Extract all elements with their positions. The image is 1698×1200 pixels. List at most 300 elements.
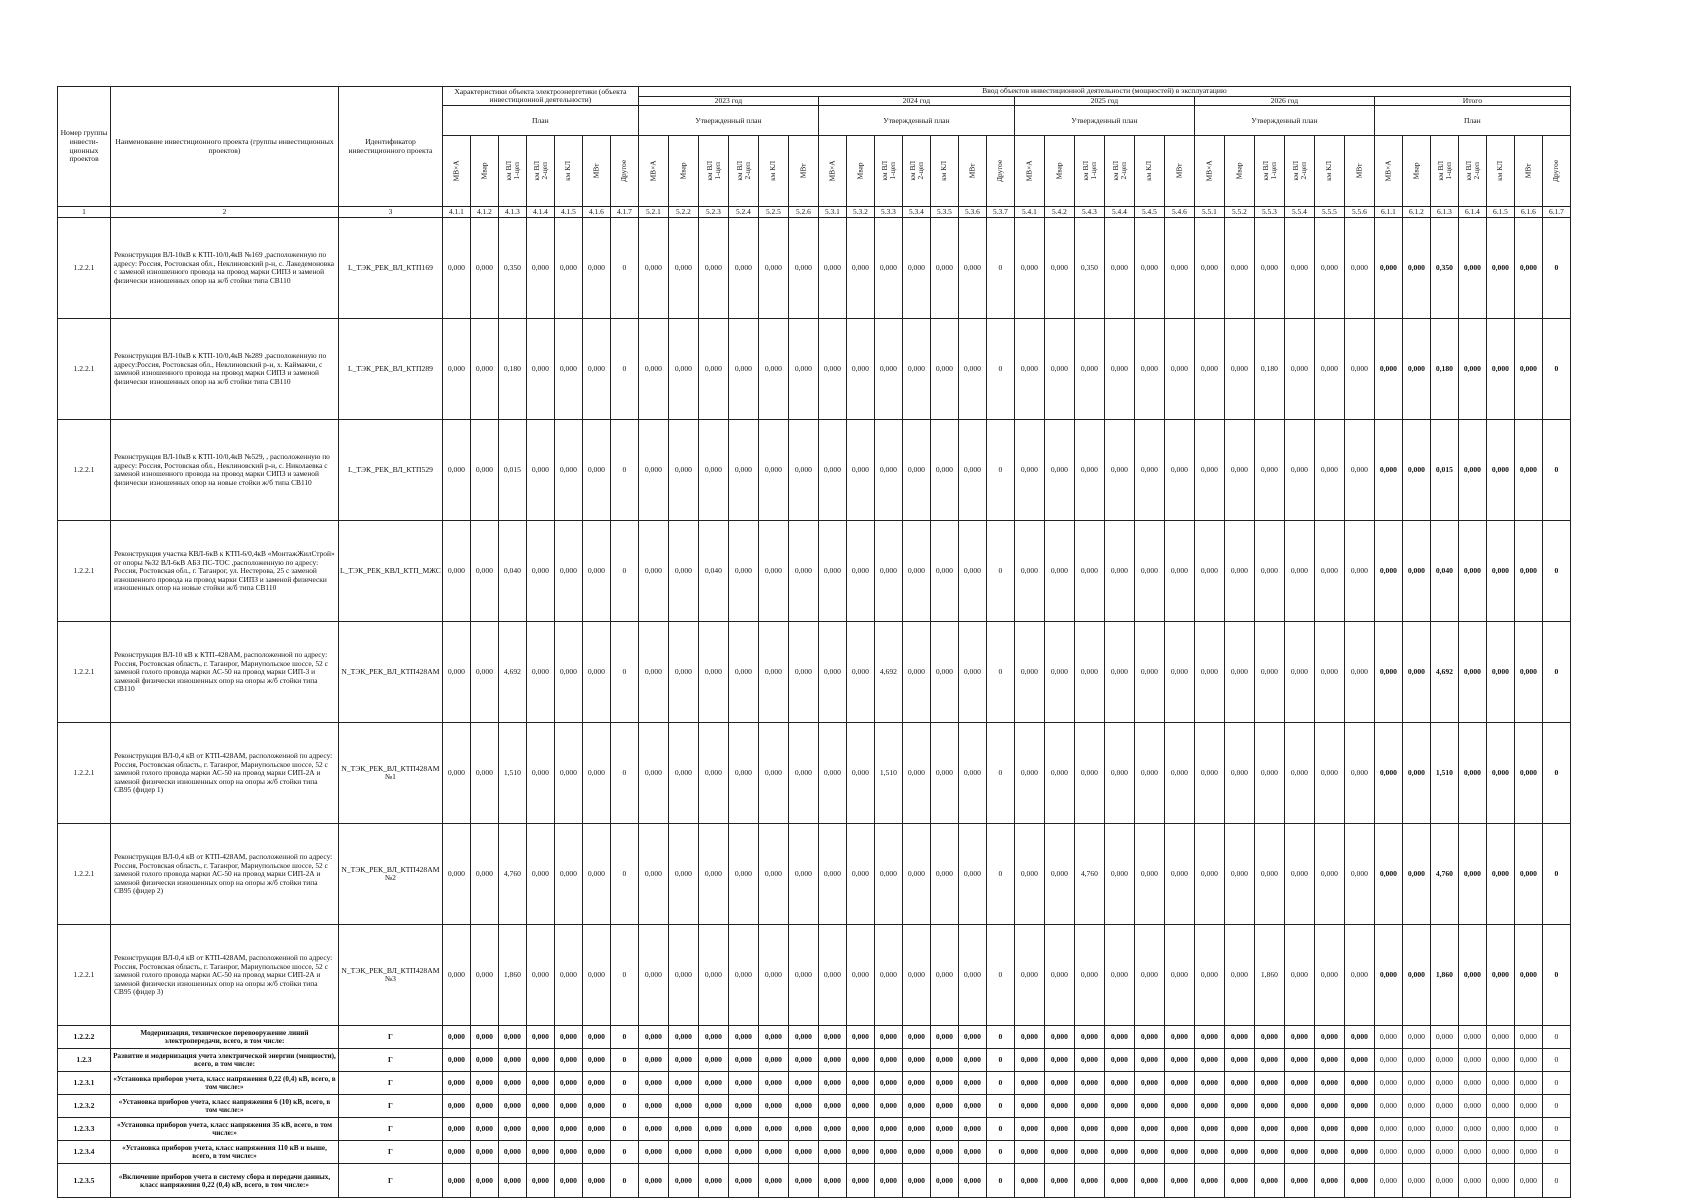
value-cell: 0,000 xyxy=(554,521,582,622)
value-cell: 0,000 xyxy=(758,1164,788,1198)
value-cell: 0,000 xyxy=(1224,1049,1254,1072)
value-cell: 0,000 xyxy=(1014,319,1044,420)
value-cell: 0,000 xyxy=(1044,622,1074,723)
value-cell: 0,000 xyxy=(1194,1164,1224,1198)
value-cell: 0,000 xyxy=(1074,723,1104,824)
value-cell: 0,000 xyxy=(470,824,498,925)
unit-header-plan-3 xyxy=(498,136,526,207)
value-cell: 0,000 xyxy=(1224,723,1254,824)
value-cell: 0,000 xyxy=(818,218,846,319)
value-cell: 0 xyxy=(610,1141,638,1164)
value-cell: 0 xyxy=(1542,1026,1570,1049)
summary-row xyxy=(58,1049,1571,1072)
value-cell: 0,000 xyxy=(1402,1049,1430,1072)
project-name: Реконструкция ВЛ-0,4 кВ от КТП-428АМ, расположенной по адресу: Россия, Ростовская область, г. Таганрог, Мариупольское шоссе, 52 с заменой голого провода марки АС-50 на провод марки СИП-2А и заменой физически изношенных опор на опоры ж/б стойки типа СВ95 (фидер 2) xyxy=(111,824,339,925)
value-cell: 0,000 xyxy=(902,622,930,723)
value-cell: 0,000 xyxy=(1104,1049,1134,1072)
value-cell: 0,000 xyxy=(846,1141,874,1164)
table-row xyxy=(58,218,1571,319)
unit-header-2026-6 xyxy=(1344,136,1374,207)
value-cell: 0,000 xyxy=(668,622,698,723)
value-cell: 0,000 xyxy=(1194,1072,1224,1095)
value-cell: 0,000 xyxy=(442,622,470,723)
value-cell: 0,000 xyxy=(874,1072,902,1095)
table-row xyxy=(58,622,1571,723)
unit-header-2026-1 xyxy=(1194,136,1224,207)
value-cell: 0,000 xyxy=(1014,622,1044,723)
value-cell: 0,000 xyxy=(874,925,902,1026)
value-cell: 0,000 xyxy=(1074,1095,1104,1118)
value-cell: 1,860 xyxy=(1430,925,1458,1026)
value-cell: 0,000 xyxy=(1284,218,1314,319)
value-cell: 1,860 xyxy=(1254,925,1284,1026)
value-cell: 0,000 xyxy=(1014,1118,1044,1141)
value-cell: 0,000 xyxy=(1074,420,1104,521)
value-cell: 0,000 xyxy=(818,521,846,622)
value-cell: 0,000 xyxy=(758,1049,788,1072)
value-cell: 0,000 xyxy=(698,1141,728,1164)
header-approved-2024: Утвержденный план xyxy=(818,106,1014,136)
value-cell: 0,000 xyxy=(788,319,818,420)
value-cell: 0,000 xyxy=(554,1072,582,1095)
project-name: Реконструкция ВЛ-10 кВ к КТП-428АМ, расположенной по адресу: Россия, Ростовская область, г. Таганрог, Мариупольское шоссе, 52 с заменой голого провода марки АС-50 на провод марки СИП-3 и заменой физически изношенных опор на опоры ж/б стойки типа СВ110 xyxy=(111,622,339,723)
value-cell: 0,000 xyxy=(788,824,818,925)
value-cell: 0,000 xyxy=(1044,420,1074,521)
value-cell: 0,000 xyxy=(1284,1118,1314,1141)
unit-label: Другое xyxy=(1551,159,1561,183)
value-cell: 0,000 xyxy=(818,1164,846,1198)
value-cell: 0,000 xyxy=(1314,723,1344,824)
value-cell: 0,000 xyxy=(818,1095,846,1118)
project-identifier: N_ТЭК_РЕК_ВЛ_КТП428АМ №1 xyxy=(339,723,443,824)
value-cell: 0,000 xyxy=(638,420,668,521)
value-cell: 0 xyxy=(610,824,638,925)
unit-header-2026-2 xyxy=(1224,136,1254,207)
value-cell: 0,000 xyxy=(638,925,668,1026)
value-cell: 0,000 xyxy=(1104,925,1134,1026)
value-cell: 0,000 xyxy=(1458,1072,1486,1095)
value-cell: 0 xyxy=(610,521,638,622)
value-cell: 0,000 xyxy=(1402,1141,1430,1164)
value-cell: 0,000 xyxy=(638,824,668,925)
value-cell: 0,000 xyxy=(1104,622,1134,723)
value-cell: 0,000 xyxy=(846,1072,874,1095)
column-number: 4.1.6 xyxy=(582,207,610,218)
unit-header-2023-6 xyxy=(788,136,818,207)
unit-label: МВт xyxy=(1523,163,1533,179)
value-cell: 0,000 xyxy=(1104,1026,1134,1049)
column-number: 6.1.1 xyxy=(1374,207,1402,218)
unit-header-total-7 xyxy=(1542,136,1570,207)
unit-label: МВт xyxy=(1354,163,1364,179)
value-cell: 0,000 xyxy=(758,1072,788,1095)
value-cell: 0,000 xyxy=(1284,1141,1314,1164)
value-cell: 0,000 xyxy=(1514,1072,1542,1095)
value-cell: 0,000 xyxy=(1074,1164,1104,1198)
value-cell: 0,000 xyxy=(1514,319,1542,420)
value-cell: 0,000 xyxy=(1104,1095,1134,1118)
value-cell: 0,000 xyxy=(1194,1049,1224,1072)
value-cell: 0,000 xyxy=(758,1095,788,1118)
value-cell: 0,000 xyxy=(698,1118,728,1141)
value-cell: 0,000 xyxy=(1344,1164,1374,1198)
value-cell: 0,000 xyxy=(698,622,728,723)
table-row xyxy=(58,824,1571,925)
value-cell: 0,015 xyxy=(1430,420,1458,521)
value-cell: 0,000 xyxy=(1014,1026,1044,1049)
unit-header-plan-7 xyxy=(610,136,638,207)
value-cell: 0,000 xyxy=(554,1095,582,1118)
value-cell: 0,000 xyxy=(1254,824,1284,925)
unit-label: км ВЛ 2-цеп xyxy=(1463,161,1481,181)
value-cell: 0,000 xyxy=(638,319,668,420)
value-cell: 0,000 xyxy=(1014,824,1044,925)
value-cell: 0,000 xyxy=(902,1118,930,1141)
value-cell: 0,000 xyxy=(1284,420,1314,521)
value-cell: 0,000 xyxy=(1344,1095,1374,1118)
column-number: 4.1.5 xyxy=(554,207,582,218)
value-cell: 4,760 xyxy=(1074,824,1104,925)
value-cell: 0,000 xyxy=(1014,723,1044,824)
value-cell: 0,000 xyxy=(788,521,818,622)
value-cell: 0,000 xyxy=(728,1072,758,1095)
value-cell: 0,000 xyxy=(1284,622,1314,723)
value-cell: 0,000 xyxy=(498,1095,526,1118)
value-cell: 0,000 xyxy=(526,1164,554,1198)
value-cell: 0,000 xyxy=(1044,1164,1074,1198)
unit-header-total-3 xyxy=(1430,136,1458,207)
value-cell: 0,000 xyxy=(1374,420,1402,521)
value-cell: 0,000 xyxy=(1374,723,1402,824)
unit-label: км ВЛ 1-цеп xyxy=(879,161,897,181)
value-cell: 0,000 xyxy=(1014,1164,1044,1198)
value-cell: 0,000 xyxy=(1224,218,1254,319)
unit-header-2025-3 xyxy=(1074,136,1104,207)
value-cell: 0,000 xyxy=(728,319,758,420)
value-cell: 4,692 xyxy=(874,622,902,723)
value-cell: 0,000 xyxy=(958,824,986,925)
value-cell: 0,000 xyxy=(1374,1095,1402,1118)
value-cell: 0,000 xyxy=(668,1095,698,1118)
header-approved-2023: Утвержденный план xyxy=(638,106,818,136)
unit-header-2026-3 xyxy=(1254,136,1284,207)
value-cell: 0,000 xyxy=(1194,1095,1224,1118)
value-cell: 0,000 xyxy=(554,723,582,824)
value-cell: 0,000 xyxy=(1074,1072,1104,1095)
unit-label: км ВЛ 1-цеп xyxy=(503,161,521,181)
value-cell: 0,000 xyxy=(788,622,818,723)
value-cell: 0,000 xyxy=(1344,622,1374,723)
value-cell: 0,000 xyxy=(1458,1026,1486,1049)
project-identifier: N_ТЭК_РЕК_ВЛ_КТП428АМ xyxy=(339,622,443,723)
column-number: 6.1.2 xyxy=(1402,207,1430,218)
value-cell: 0,000 xyxy=(846,1026,874,1049)
value-cell: 0,000 xyxy=(874,319,902,420)
value-cell: 0,000 xyxy=(1134,521,1164,622)
project-identifier: Г xyxy=(339,1118,443,1141)
value-cell: 0,000 xyxy=(1344,1072,1374,1095)
value-cell: 0,000 xyxy=(554,1026,582,1049)
value-cell: 0,000 xyxy=(902,1164,930,1198)
value-cell: 0,000 xyxy=(930,420,958,521)
value-cell: 0,000 xyxy=(1044,925,1074,1026)
column-number: 5.3.6 xyxy=(958,207,986,218)
unit-label: МВ×А xyxy=(648,160,658,182)
value-cell: 0,000 xyxy=(1344,1118,1374,1141)
unit-header-2024-5 xyxy=(930,136,958,207)
value-cell: 0,000 xyxy=(1458,1049,1486,1072)
row-number: 1.2.3.5 xyxy=(58,1164,111,1198)
value-cell: 0,000 xyxy=(846,925,874,1026)
value-cell: 0,000 xyxy=(728,1141,758,1164)
value-cell: 0,000 xyxy=(818,1049,846,1072)
value-cell: 0 xyxy=(986,1141,1014,1164)
value-cell: 0,000 xyxy=(1486,521,1514,622)
value-cell: 0,000 xyxy=(1284,319,1314,420)
unit-header-2023-1 xyxy=(638,136,668,207)
value-cell: 0,000 xyxy=(1402,1164,1430,1198)
value-cell: 0,000 xyxy=(470,1164,498,1198)
column-number: 5.5.2 xyxy=(1224,207,1254,218)
value-cell: 0,000 xyxy=(958,1141,986,1164)
value-cell: 0,000 xyxy=(1164,420,1194,521)
header-total: Итого xyxy=(1374,96,1570,106)
value-cell: 0,000 xyxy=(1402,622,1430,723)
value-cell: 0,000 xyxy=(1430,1049,1458,1072)
value-cell: 0,000 xyxy=(1164,1095,1194,1118)
project-identifier: L_ТЭК_РЕК_ВЛ_КТП169 xyxy=(339,218,443,319)
value-cell: 0,000 xyxy=(526,723,554,824)
value-cell: 0,000 xyxy=(846,1164,874,1198)
value-cell: 0,000 xyxy=(1458,723,1486,824)
value-cell: 0,000 xyxy=(442,218,470,319)
value-cell: 0,000 xyxy=(818,925,846,1026)
value-cell: 0,000 xyxy=(1194,622,1224,723)
value-cell: 0,000 xyxy=(874,1026,902,1049)
project-identifier: Г xyxy=(339,1026,443,1049)
value-cell: 0,000 xyxy=(1514,521,1542,622)
value-cell: 0,000 xyxy=(1458,1164,1486,1198)
project-name: Реконструкция ВЛ-0,4 кВ от КТП-428АМ, расположенной по адресу: Россия, Ростовская область, г. Таганрог, Мариупольское шоссе, 52 с заменой голого провода марки АС-50 на провод марки СИП-2А и заменой физически изношенных опор на опоры ж/б стойки типа СВ95 (фидер 3) xyxy=(111,925,339,1026)
unit-header-2026-5 xyxy=(1314,136,1344,207)
value-cell: 0,000 xyxy=(1044,824,1074,925)
value-cell: 0,000 xyxy=(668,1049,698,1072)
value-cell: 0,000 xyxy=(1374,218,1402,319)
value-cell: 0,000 xyxy=(1514,1141,1542,1164)
unit-label: Мвар xyxy=(479,162,489,180)
value-cell: 0,000 xyxy=(1402,1095,1430,1118)
value-cell: 0 xyxy=(1542,1095,1570,1118)
row-number: 1.2.2.1 xyxy=(58,622,111,723)
value-cell: 0,000 xyxy=(638,1164,668,1198)
unit-header-2024-4 xyxy=(902,136,930,207)
unit-header-total-4 xyxy=(1458,136,1486,207)
unit-header-2023-5 xyxy=(758,136,788,207)
unit-label: км КЛ xyxy=(1324,160,1334,181)
value-cell: 0,000 xyxy=(1514,723,1542,824)
value-cell: 0,000 xyxy=(1194,420,1224,521)
value-cell: 0,000 xyxy=(1164,1026,1194,1049)
value-cell: 0,000 xyxy=(698,1049,728,1072)
unit-header-total-6 xyxy=(1514,136,1542,207)
value-cell: 0,000 xyxy=(582,925,610,1026)
value-cell: 0,000 xyxy=(1430,1095,1458,1118)
value-cell: 0,000 xyxy=(958,1026,986,1049)
value-cell: 0,000 xyxy=(1314,925,1344,1026)
unit-header-plan-5 xyxy=(554,136,582,207)
value-cell: 0,000 xyxy=(1164,1164,1194,1198)
value-cell: 0,000 xyxy=(958,420,986,521)
value-cell: 0,000 xyxy=(846,1118,874,1141)
summary-name: Модернизация, техническое перевооружение линий электропередачи, всего, в том числе: xyxy=(111,1026,339,1049)
value-cell: 0,000 xyxy=(1374,1072,1402,1095)
value-cell: 0,000 xyxy=(1194,925,1224,1026)
value-cell: 0 xyxy=(986,420,1014,521)
value-cell: 0,000 xyxy=(1458,420,1486,521)
value-cell: 0,180 xyxy=(498,319,526,420)
value-cell: 0,000 xyxy=(498,1026,526,1049)
value-cell: 0,000 xyxy=(1014,1095,1044,1118)
value-cell: 0 xyxy=(986,218,1014,319)
value-cell: 0,000 xyxy=(1374,1164,1402,1198)
value-cell: 0 xyxy=(1542,521,1570,622)
value-cell: 0,000 xyxy=(1458,1095,1486,1118)
value-cell: 0,000 xyxy=(902,1049,930,1072)
value-cell: 0,000 xyxy=(874,1095,902,1118)
value-cell: 0,000 xyxy=(1514,1164,1542,1198)
value-cell: 0,000 xyxy=(1430,1164,1458,1198)
column-number: 5.3.2 xyxy=(846,207,874,218)
unit-header-2025-1 xyxy=(1014,136,1044,207)
value-cell: 0,000 xyxy=(1486,723,1514,824)
value-cell: 0,000 xyxy=(728,1095,758,1118)
unit-header-2025-4 xyxy=(1104,136,1134,207)
summary-name: «Установка приборов учета, класс напряжения 35 кВ, всего, в том числе:» xyxy=(111,1118,339,1141)
value-cell: 0,000 xyxy=(758,925,788,1026)
value-cell: 0,000 xyxy=(698,824,728,925)
value-cell: 0,000 xyxy=(498,1049,526,1072)
value-cell: 0,000 xyxy=(1194,218,1224,319)
value-cell: 0,000 xyxy=(1514,1026,1542,1049)
value-cell: 0,000 xyxy=(638,1141,668,1164)
value-cell: 0,000 xyxy=(1514,1118,1542,1141)
value-cell: 0,000 xyxy=(1224,824,1254,925)
value-cell: 0,000 xyxy=(1314,1026,1344,1049)
value-cell: 0,000 xyxy=(930,723,958,824)
value-cell: 0,000 xyxy=(554,1049,582,1072)
value-cell: 0 xyxy=(986,1164,1014,1198)
value-cell: 0,000 xyxy=(1486,1072,1514,1095)
value-cell: 0,000 xyxy=(554,925,582,1026)
value-cell: 0,000 xyxy=(1134,420,1164,521)
value-cell: 0,000 xyxy=(526,824,554,925)
value-cell: 0,000 xyxy=(1458,1118,1486,1141)
unit-label: МВ×А xyxy=(827,160,837,182)
header-commissioning: Ввод объектов инвестиционной деятельности (мощностей) в эксплуатацию xyxy=(638,87,1570,97)
value-cell: 0,000 xyxy=(442,925,470,1026)
value-cell: 0,000 xyxy=(728,824,758,925)
value-cell: 0,000 xyxy=(1104,218,1134,319)
row-number: 1.2.2.1 xyxy=(58,319,111,420)
value-cell: 0,000 xyxy=(698,1164,728,1198)
value-cell: 0 xyxy=(1542,824,1570,925)
value-cell: 0,000 xyxy=(930,319,958,420)
row-number: 1.2.3.4 xyxy=(58,1141,111,1164)
value-cell: 0,000 xyxy=(930,521,958,622)
value-cell: 0,000 xyxy=(638,1026,668,1049)
value-cell: 0,000 xyxy=(728,1118,758,1141)
value-cell: 0,000 xyxy=(1194,723,1224,824)
value-cell: 0,000 xyxy=(1134,824,1164,925)
value-cell: 0,000 xyxy=(1284,1026,1314,1049)
value-cell: 0,000 xyxy=(554,622,582,723)
value-cell: 0,000 xyxy=(818,420,846,521)
value-cell: 0,000 xyxy=(758,723,788,824)
value-cell: 0 xyxy=(1542,622,1570,723)
value-cell: 0,000 xyxy=(818,723,846,824)
value-cell: 0,000 xyxy=(582,824,610,925)
value-cell: 0,000 xyxy=(554,420,582,521)
value-cell: 0 xyxy=(986,925,1014,1026)
value-cell: 4,760 xyxy=(1430,824,1458,925)
summary-name: Развитие и модернизация учета электрической энергии (мощности), всего, в том числе: xyxy=(111,1049,339,1072)
column-number: 4.1.4 xyxy=(526,207,554,218)
value-cell: 0,000 xyxy=(526,1049,554,1072)
value-cell: 0,000 xyxy=(470,420,498,521)
column-number: 5.5.1 xyxy=(1194,207,1224,218)
value-cell: 0,000 xyxy=(1164,925,1194,1026)
value-cell: 0,000 xyxy=(758,824,788,925)
unit-label: МВ×А xyxy=(1204,160,1214,182)
value-cell: 0,000 xyxy=(498,1072,526,1095)
value-cell: 1,860 xyxy=(498,925,526,1026)
project-identifier: Г xyxy=(339,1095,443,1118)
value-cell: 0,000 xyxy=(582,1072,610,1095)
value-cell: 0,000 xyxy=(442,824,470,925)
unit-label: МВт xyxy=(591,163,601,179)
value-cell: 0,000 xyxy=(1486,1164,1514,1198)
project-name: Реконструкция ВЛ-10кВ к КТП-10/0,4кВ №529, , расположенную по адресу: Россия, Ростовская обл., Неклиновский р-н, с. Николаевка с заменой изношенного провода на провод марки СИПЗ и заменой физически изношенных опор на новые стойки ж/б типа СВ110 xyxy=(111,420,339,521)
value-cell: 0,000 xyxy=(1134,1164,1164,1198)
summary-name: «Установка приборов учета, класс напряжения 6 (10) кВ, всего, в том числе:» xyxy=(111,1095,339,1118)
value-cell: 0,000 xyxy=(698,1072,728,1095)
value-cell: 0,000 xyxy=(442,1026,470,1049)
column-number: 6.1.4 xyxy=(1458,207,1486,218)
value-cell: 0,000 xyxy=(728,521,758,622)
value-cell: 0,000 xyxy=(1074,319,1104,420)
value-cell: 0,000 xyxy=(1134,1072,1164,1095)
value-cell: 0,000 xyxy=(1224,622,1254,723)
value-cell: 0,000 xyxy=(1374,1026,1402,1049)
value-cell: 0,000 xyxy=(788,1095,818,1118)
value-cell: 0,000 xyxy=(1014,1141,1044,1164)
value-cell: 0,000 xyxy=(788,1164,818,1198)
unit-header-2025-2 xyxy=(1044,136,1074,207)
value-cell: 0,000 xyxy=(638,1118,668,1141)
value-cell: 0,000 xyxy=(1164,1072,1194,1095)
value-cell: 0,000 xyxy=(526,925,554,1026)
project-identifier: N_ТЭК_РЕК_ВЛ_КТП428АМ №3 xyxy=(339,925,443,1026)
value-cell: 0,000 xyxy=(902,218,930,319)
unit-header-plan-2 xyxy=(470,136,498,207)
value-cell: 0,000 xyxy=(470,521,498,622)
unit-label: Другое xyxy=(995,159,1005,183)
value-cell: 0,000 xyxy=(470,1141,498,1164)
value-cell: 0,000 xyxy=(526,1118,554,1141)
value-cell: 0,000 xyxy=(846,420,874,521)
unit-label: км ВЛ 2-цеп xyxy=(1110,161,1128,181)
value-cell: 0,000 xyxy=(442,319,470,420)
